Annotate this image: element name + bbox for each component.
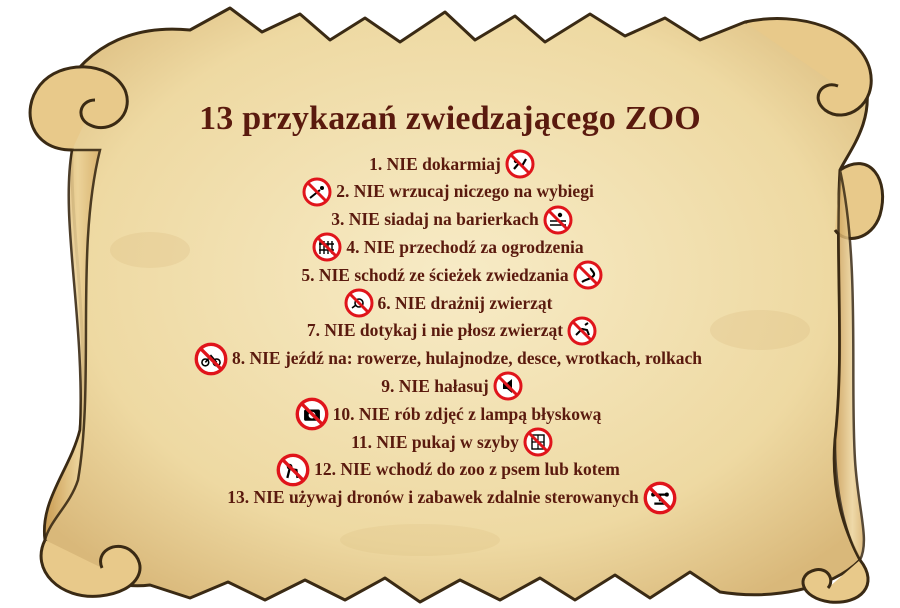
rule-text: 7. NIE dotykaj i nie płosz zwierząt: [306, 320, 564, 341]
rule-item: [0, 233, 900, 261]
rule-text: 1. NIE dokarmiaj: [369, 153, 501, 174]
no-teasing-icon: [344, 288, 374, 318]
rule-text: 13. NIE używaj dronów i zabawek zdalnie sterowanych: [227, 487, 639, 508]
no-pets-icon: [276, 453, 310, 487]
no-drones-icon: [643, 481, 677, 515]
no-leaving-path-icon: [573, 260, 603, 290]
rule-item: [0, 206, 900, 234]
no-climbing-fence-icon: [312, 232, 342, 262]
no-knocking-glass-icon: [523, 427, 553, 457]
no-touching-icon: [567, 316, 597, 346]
rule-item: [0, 400, 900, 428]
rule-text: 12. NIE wchodź do zoo z psem lub kotem: [314, 459, 620, 480]
rule-item: [0, 289, 900, 317]
rule-text: 9. NIE hałasuj: [381, 375, 489, 396]
rule-text: 4. NIE przechodź za ogrodzenia: [346, 236, 584, 257]
no-flash-icon: [295, 397, 329, 431]
page-title: 13 przykazań zwiedzającego ZOO: [199, 100, 701, 137]
no-feeding-icon: [505, 149, 535, 179]
rule-item: [0, 178, 900, 206]
rule-text: 8. NIE jeźdź na: rowerze, hulajnodze, desce, wrotkach, rolkach: [231, 348, 703, 369]
rule-text: 3. NIE siadaj na barierkach: [331, 209, 539, 230]
rule-text: 5. NIE schodź ze ścieżek zwiedzania: [301, 264, 569, 285]
rule-item: [0, 261, 900, 289]
rule-text: 6. NIE drażnij zwierząt: [377, 292, 553, 313]
rule-text: 10. NIE rób zdjęć z lampą błyskową: [332, 403, 602, 424]
rule-item: [0, 456, 900, 484]
rule-item: [0, 317, 900, 345]
no-bikes-skates-icon: [194, 342, 228, 376]
rule-text: 11. NIE pukaj w szyby: [351, 431, 519, 452]
no-noise-icon: [493, 371, 523, 401]
rule-item: [0, 428, 900, 456]
rule-item: [0, 150, 900, 178]
rule-item: [0, 372, 900, 400]
no-sitting-on-barrier-icon: [543, 205, 573, 235]
rule-item: [0, 484, 900, 512]
rule-text: 2. NIE wrzucaj niczego na wybiegi: [336, 181, 594, 202]
no-throwing-icon: [302, 177, 332, 207]
rule-item: [0, 345, 900, 373]
